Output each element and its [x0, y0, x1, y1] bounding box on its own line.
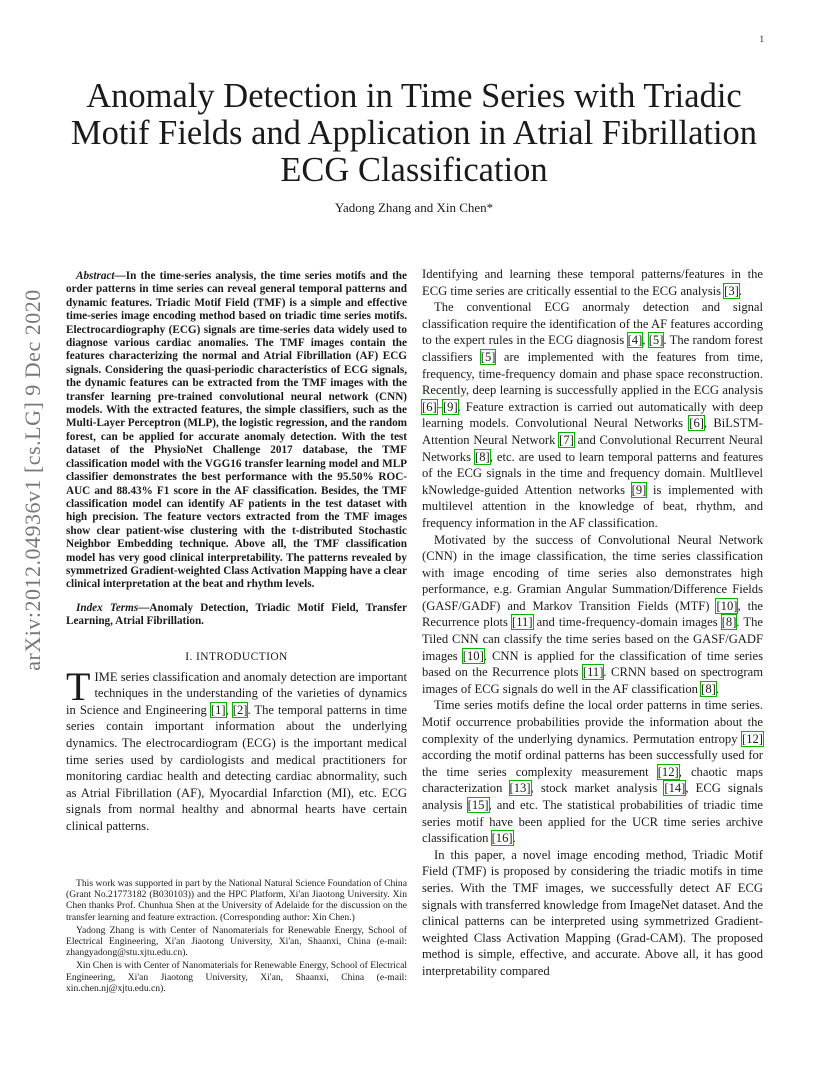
citation-link[interactable]: [9] [442, 399, 458, 414]
body-text: , and etc. The statistical probabilities of triadic time series motif have been applied for the UCR time series archive classification [422, 798, 763, 846]
citation-link[interactable]: [4] [627, 333, 643, 348]
body-text: , [642, 333, 649, 348]
footnotes [66, 878, 407, 996]
drop-cap: T [66, 663, 91, 709]
body-text: , stock market analysis [530, 781, 665, 796]
right-column [422, 266, 763, 980]
body-text: Time series motifs define the local order patterns in time series. Motif occurrence probabilities provide the information about the complexity of the underlying dynamics. Permutation entropy [422, 698, 763, 746]
body-text: . [512, 831, 516, 846]
body-text: . The random forest classifiers [422, 333, 764, 364]
authors: Yadong Zhang and Xin Chen* [334, 200, 494, 215]
body-paragraph [422, 266, 763, 299]
section-heading-introduction: I. INTRODUCTION [185, 650, 288, 663]
citation-link[interactable]: [10] [716, 598, 738, 613]
index-terms [66, 602, 407, 629]
body-text: . CRNN based on spectrogram images of ECG signals do well in the AF classification [422, 665, 764, 696]
paper-title: Anomaly Detection in Time Series with Triadic Motif Fields and Application in Atrial Fibrillation ECG Classification [70, 77, 758, 189]
body-text: – [436, 399, 443, 414]
abstract-text: —In the time-series analysis, the time series motifs and the order patterns in time series can reveal general temporal patterns and dynamic features. Triadic Motif Field (TMF) is a simple and effective time-series image encoding method based on triadic time series motifs. Electrocardiography (ECG) signals are time-series data widely used to diagnose various cardiac anomalies. The TMF images contain the features characterizing the normal and Atrial Fibrillation (AF) ECG signals. Considering the quasi-periodic characteristics of ECG signals, the dynamic features can be extracted from the TMF images with the transfer learning pre-trained convolutional neural network (CNN) models. With the extracted features, the simple classifiers, such as the Multi-Layer Perceptron (MLP), the logistic regression, and the random forest, can be applied for accurate anomaly detection. With the test dataset of the PhysioNet Challenge 2017 database, the TMF classification model with the VGG16 transfer learning model and MLP classifier demonstrates the best performance with the 95.50% ROC-AUC and 88.43% F1 score in the AF classification. Besides, the TMF classification model can identify AF patients in the test dataset with high precision. The feature vectors extracted from the TMF images show clear patient-wise clustering with the t-distributed Stochastic Neighbor Embedding technique. Above all, the TMF classification model has very good clinical interpretability. The patterns revealed by symmetrized Gradient-weighted Class Activation Mapping have a clear clinical interpretation at the beat and rhythm levels. [66, 270, 407, 591]
citation-link[interactable]: [16] [491, 831, 513, 846]
body-paragraph [422, 697, 763, 846]
body-text: and Convolutional Recurrent Neural Networks [422, 432, 763, 464]
index-terms-label: Index Terms [76, 601, 139, 614]
left-column [66, 266, 407, 835]
citation-link[interactable]: [15] [467, 798, 489, 812]
intro-text: , [225, 702, 233, 717]
citation-link[interactable]: [8] [701, 681, 716, 696]
citation-link[interactable]: [12] [742, 731, 763, 746]
citation-link[interactable]: [1] [210, 702, 226, 717]
citation-link[interactable]: [12] [657, 764, 679, 779]
abstract-label: Abstract [76, 270, 115, 282]
body-text: Identifying and learning these temporal patterns/features in the ECG time series are critically essential to the ECG analysis [422, 267, 763, 298]
body-text: are implemented with the features from time, frequency, time-frequency domain and phase space reconstruction. Recently, deep learning is successfully applied in the ECG analysis [422, 349, 763, 398]
body-text: . [738, 283, 743, 298]
intro-text: IME series classification and anomaly detection are important techniques in the understanding of the varieties of dynamics in Science and Engineering [66, 669, 407, 717]
arxiv-stamp[interactable]: arXiv:2012.04936v1 [cs.LG] 9 Dec 2020 [20, 289, 45, 671]
body-text: is implemented with multilevel attention in the knowledge of beat, rhythm, and frequency information in the AF classification. [422, 482, 763, 530]
citation-link[interactable]: [6] [689, 416, 704, 431]
body-text: . [715, 681, 719, 696]
citation-link[interactable]: [6] [422, 399, 437, 414]
footnote-funding: This work was supported in part by the National Natural Science Foundation of China (Grant No.21773182 (B030103)) and the HPC Platform, Xi'an Jiaotong University. Xin Chen thanks Prof. Chunhua Shen at the University of Adelaide for the discussion on the transfer learning and feature extraction. (Corresponding author: Xin Chen.) [66, 878, 407, 923]
citation-link[interactable]: [7] [559, 432, 574, 447]
body-paragraph: In this paper, a novel image encoding method, Triadic Motif Field (TMF) is proposed by considering the triadic motifs in time series. With the TMF images, we successfully detect AF ECG signals with transferred knowledge from ImageNet dataset. And the clinical patterns can be interpreted using symmetrized Gradient-weighted Class Activation Mapping (Grad-CAM). The proposed method is simple, effective, and accurate. Above all, it has good interpretability compared [422, 847, 763, 978]
citation-link[interactable]: [2] [232, 702, 248, 717]
body-text: and time-frequency-domain images [532, 615, 722, 630]
body-text: Motivated by the success of Convolutional Neural Network (CNN) in the image classification, the time series classification with image encoding of time series also demonstrates high performance, e.g. Gramian Angular Summation/Difference Fields (GASF/GADF) and Markov Transition Fields (MTF) [422, 532, 763, 613]
body-text: The conventional ECG anormaly detection and signal classification require the identification of the AF features according to the expert rules in the ECG diagnosis [422, 300, 763, 348]
body-text: , etc. are used to learn temporal patterns and features of the ECG signals in the time and frequency domain. MultIlevel kNowledge-guided Attention networks [422, 449, 763, 497]
citation-link[interactable]: [5] [480, 349, 496, 364]
footnote-author-2: Xin Chen is with Center of Nanomaterials for Renewable Energy, School of Electrical Engineering, Xi'an Jiaotong University, Xi'an, Shaanxi, China (e-mail: xin.chen.nj@xjtu.edu.cn). [66, 960, 407, 994]
body-paragraph [422, 299, 763, 531]
abstract [66, 270, 407, 592]
citation-link[interactable]: [11] [582, 665, 604, 680]
citation-link[interactable]: [9] [631, 482, 647, 497]
body-text: . The Tiled CNN can classify the time series based on the GASF/GADF images [422, 615, 763, 663]
index-terms-text: —Anomaly Detection, Triadic Motif Field, Transfer Learning, Atrial Fibrillation. [66, 601, 407, 628]
citation-link[interactable]: [13] [509, 781, 531, 796]
citation-link[interactable]: [8] [721, 615, 737, 630]
intro-text: . The temporal patterns in time series contain important information about the underlying dynamics. The electrocardiogram (ECG) is the important medical time series used by cardiologists and medical practitioners for monitoring cardiac health and detecting cardiac abnormality, such as Atrial Fibrillation (AF), Myocardial Infarction (MI), etc. ECG signals from normal healthy and abnormal hearts have certain clinical patterns. [66, 702, 407, 833]
citation-link[interactable]: [5] [648, 333, 664, 348]
body-text: , chaotic maps characterization [422, 764, 764, 796]
page-number: 1 [759, 34, 764, 44]
citation-link[interactable]: [11] [512, 615, 533, 630]
body-text: . CNN is applied for the classification of time series based on the Recurrence plots [422, 648, 763, 680]
intro-paragraph [66, 663, 407, 835]
body-text: according the motif ordinal patterns has been successfully used for the time series complexity measurement [422, 748, 763, 779]
body-text: , the Recurrence plots [422, 598, 763, 630]
body-paragraph [422, 532, 763, 698]
body-text: , ECG signals analysis [422, 781, 763, 812]
footnote-author-1: Yadong Zhang is with Center of Nanomaterials for Renewable Energy, School of Electrical Engineering, Xi'an Jiaotong University, Xi'an, Shaanxi, China (e-mail: zhangyadong@stu.xjtu.edu.cn). [66, 924, 407, 959]
body-text: . Feature extraction is carried out automatically with deep learning models. Convolutional Neural Networks [422, 399, 763, 431]
citation-link[interactable]: [3] [724, 283, 739, 298]
citation-link[interactable]: [8] [475, 449, 490, 464]
body-text: , BiLSTM-Attention Neural Network [422, 416, 763, 447]
citation-link[interactable]: [14] [664, 781, 686, 796]
citation-link[interactable]: [10] [462, 648, 484, 663]
